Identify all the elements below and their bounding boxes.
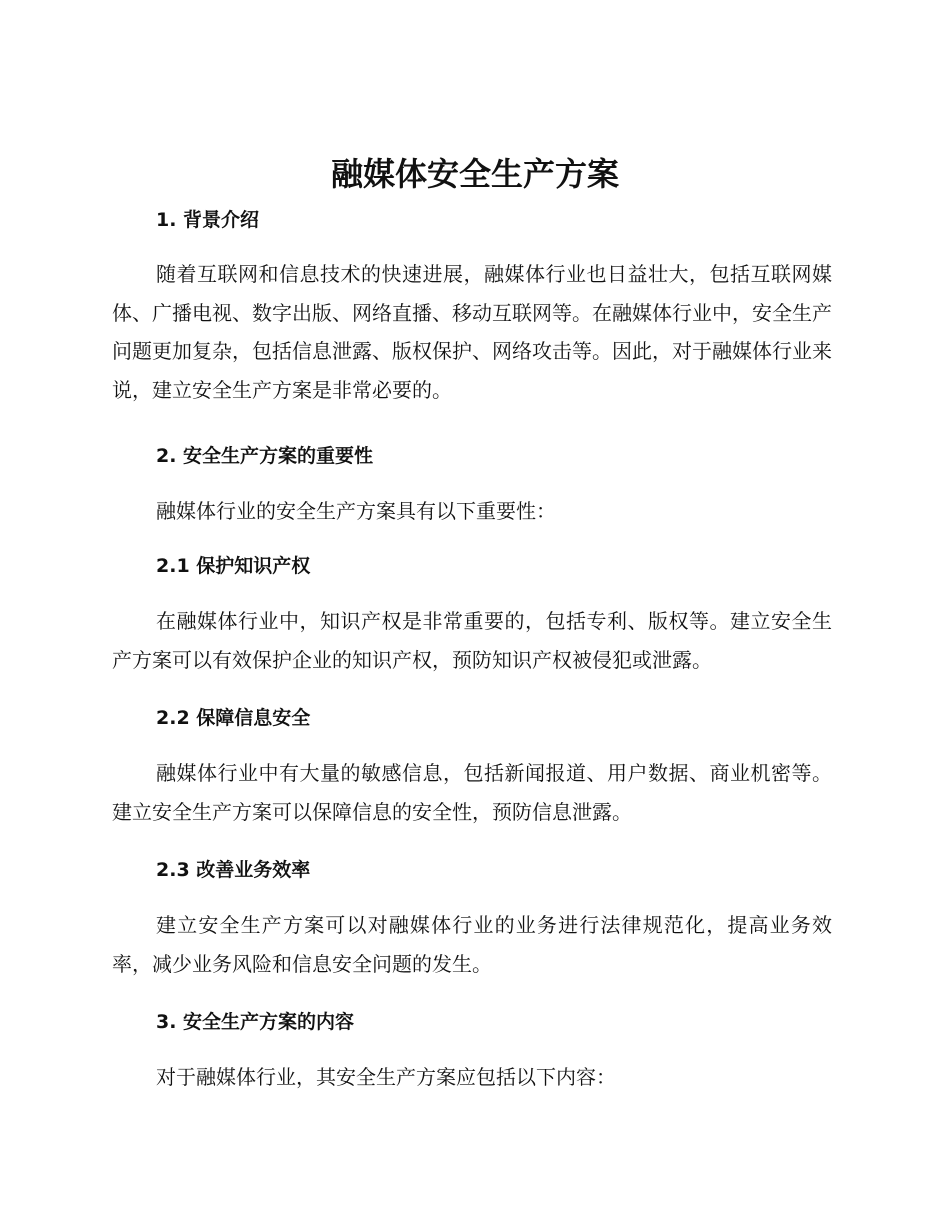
section-paragraph-efficiency: 建立安全生产方案可以对融媒体行业的业务进行法律规范化，提高业务效率，减少业务风险和信息安全问题的发生。 (112, 913, 832, 976)
section-paragraph-ip-protection: 在融媒体行业中，知识产权是非常重要的，包括专利、版权等。建立安全生产方案可以有效保护企业的知识产权，预防知识产权被侵犯或泄露。 (112, 609, 832, 672)
section-paragraph-content: 对于融媒体行业，其安全生产方案应包括以下内容： (156, 1065, 616, 1089)
section-paragraph-background: 随着互联网和信息技术的快速进展，融媒体行业也日益壮大，包括互联网媒体、广播电视、数字出版、网络直播、移动互联网等。在融媒体行业中，安全生产问题更加复杂，包括信息泄露、版权保护、网络攻击等。因此，对于融媒体行业来说，建立安全生产方案是非常必要的。 (112, 262, 832, 402)
section-heading-importance: 2. 安全生产方案的重要性 (156, 445, 374, 467)
section-paragraph-info-security: 融媒体行业中有大量的敏感信息，包括新闻报道、用户数据、商业机密等。建立安全生产方案可以保障信息的安全性，预防信息泄露。 (112, 761, 832, 824)
section-heading-efficiency: 2.3 改善业务效率 (156, 859, 311, 881)
section-paragraph-importance: 融媒体行业的安全生产方案具有以下重要性： (156, 499, 556, 523)
section-heading-content: 3. 安全生产方案的内容 (156, 1011, 355, 1033)
section-heading-ip-protection: 2.1 保护知识产权 (156, 555, 311, 577)
section-heading-info-security: 2.2 保障信息安全 (156, 707, 311, 729)
document-title: 融媒体安全生产方案 (330, 155, 619, 193)
section-heading-background: 1. 背景介绍 (156, 209, 260, 231)
